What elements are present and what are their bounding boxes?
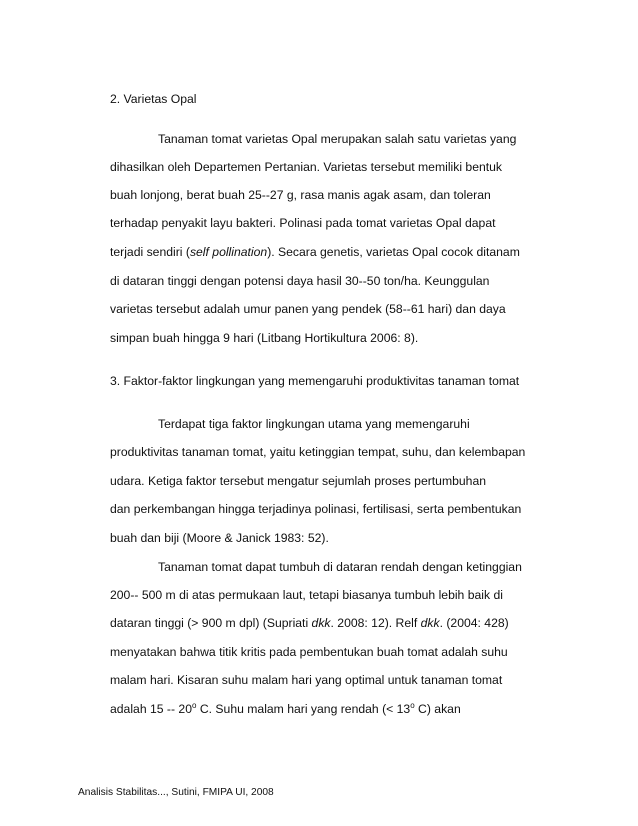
text-line: Tanaman tomat dapat tumbuh di dataran rendah dengan ketinggian bbox=[158, 560, 522, 574]
text-line: terhadap penyakit layu bakteri. Polinasi pada tomat varietas Opal dapat bbox=[110, 216, 496, 230]
text-line: Tanaman tomat varietas Opal merupakan salah satu varietas yang bbox=[158, 132, 517, 146]
text-line: varietas tersebut adalah umur panen yang pendek (58--61 hari) dan daya bbox=[110, 302, 506, 316]
text-line: buah lonjong, berat buah 25--27 g, rasa manis agak asam, dan toleran bbox=[110, 188, 491, 202]
text-line: simpan buah hingga 9 hari (Litbang Hortikultura 2006: 8). bbox=[110, 331, 419, 345]
text-line: produktivitas tanaman tomat, yaitu ketinggian tempat, suhu, dan kelembapan bbox=[110, 445, 526, 459]
text-segment: dataran tinggi (> 900 m dpl) (Supriati bbox=[110, 616, 312, 630]
text-segment: . 2008: 12). Relf bbox=[330, 616, 421, 630]
text-segment: terjadi sendiri ( bbox=[110, 245, 190, 259]
text-line: malam hari. Kisaran suhu malam hari yang optimal untuk tanaman tomat bbox=[110, 673, 503, 687]
text-line bbox=[110, 245, 520, 259]
text-line: dan perkembangan hingga terjadinya polinasi, fertilisasi, serta pembentukan bbox=[110, 502, 522, 516]
italic-term: dkk bbox=[420, 616, 440, 630]
section-2-heading: 2. Varietas Opal bbox=[110, 92, 197, 106]
italic-term: dkk bbox=[311, 616, 331, 630]
text-line bbox=[110, 702, 461, 718]
text-segment: . (2004: 428) bbox=[439, 616, 509, 630]
degree-superscript: o bbox=[410, 701, 415, 710]
text-line: di dataran tinggi dengan potensi daya hasil 30--50 ton/ha. Keunggulan bbox=[110, 274, 490, 288]
section-3-heading: 3. Faktor-faktor lingkungan yang memengaruhi produktivitas tanaman tomat bbox=[110, 374, 520, 388]
text-segment: C) akan bbox=[414, 702, 461, 716]
degree-superscript: o bbox=[192, 701, 197, 710]
text-line bbox=[110, 616, 509, 630]
text-line: menyatakan bahwa titik kritis pada pembentukan buah tomat adalah suhu bbox=[110, 645, 508, 659]
text-line: udara. Ketiga faktor tersebut mengatur sejumlah proses pertumbuhan bbox=[110, 474, 486, 488]
text-segment: adalah 15 -- 20 bbox=[110, 702, 192, 716]
page-footer: Analisis Stabilitas..., Sutini, FMIPA UI, 2008 bbox=[78, 787, 274, 798]
text-line: dihasilkan oleh Departemen Pertanian. Varietas tersebut memiliki bentuk bbox=[110, 160, 503, 174]
text-segment: C. Suhu malam hari yang rendah (< 13 bbox=[196, 702, 411, 716]
text-line: 200-- 500 m di atas permukaan laut, tetapi biasanya tumbuh lebih baik di bbox=[110, 588, 503, 602]
text-segment: ). Secara genetis, varietas Opal cocok ditanam bbox=[267, 245, 520, 259]
text-line: Terdapat tiga faktor lingkungan utama yang memengaruhi bbox=[158, 417, 470, 431]
text-line: buah dan biji (Moore & Janick 1983: 52). bbox=[110, 531, 329, 545]
italic-term: self pollination bbox=[189, 245, 268, 259]
